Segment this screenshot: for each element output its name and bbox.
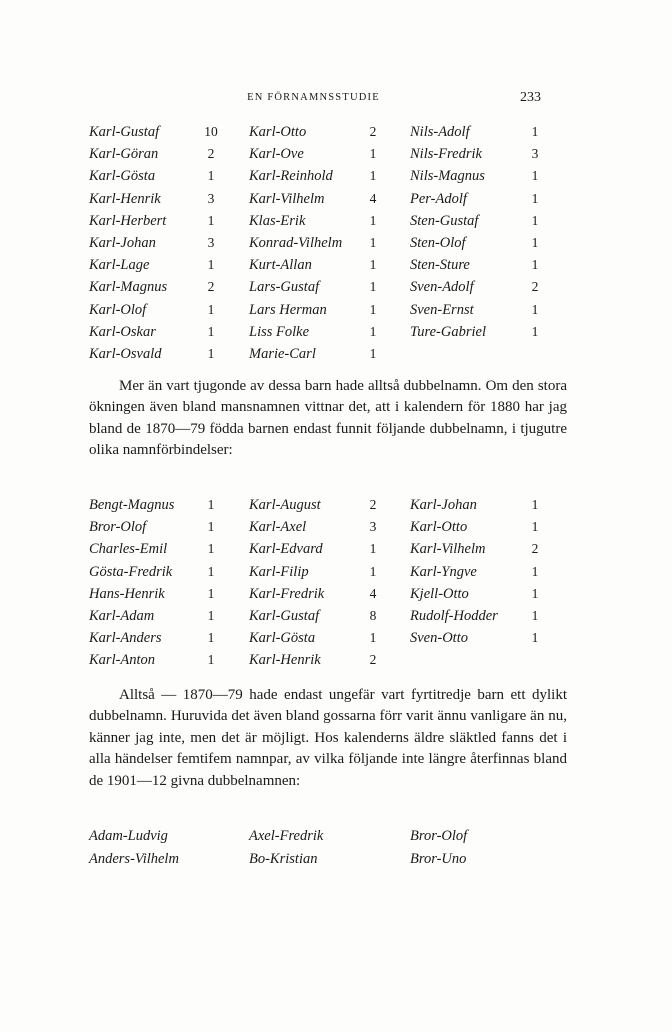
name-cell: Bror-Olof [410,828,468,844]
count-cell: 1 [369,146,377,162]
count-cell: 1 [207,323,215,339]
name-cell: Kjell-Otto [410,585,469,602]
count-cell: 1 [531,168,539,184]
table-row [89,851,559,874]
name-cell: Karl-Magnus [89,279,168,296]
count-cell: 1 [207,585,215,601]
count-cell: 1 [207,630,215,646]
name-cell: Marie-Carl [249,345,316,362]
name-cell: Karl-Axel [249,519,307,536]
count-cell: 1 [369,541,377,557]
name-cell: Karl-Vilhelm [249,190,325,207]
count-cell: 1 [531,234,539,250]
count-cell: 1 [207,497,215,512]
count-cell: 4 [369,585,377,601]
count-cell: 1 [531,630,539,646]
name-cell: Bror-Olof [89,519,147,536]
name-table-2 [89,497,559,675]
count-cell: 1 [531,124,539,139]
count-cell: 8 [369,607,377,623]
count-cell: 3 [207,190,215,206]
name-cell: Gösta-Fredrik [89,563,173,580]
name-cell: Karl-Edvard [249,541,323,558]
name-cell: Per-Adolf [410,190,467,207]
name-cell: Karl-Anders [89,630,162,647]
name-cell: Karl-August [249,497,321,513]
name-cell: Karl-Vilhelm [410,541,486,558]
name-cell: Karl-Osvald [89,345,162,362]
name-cell: Charles-Emil [89,541,168,558]
name-cell: Sven-Adolf [410,279,474,296]
name-cell: Anders-Vilhelm [89,851,179,867]
table-row [89,346,559,368]
table-row [89,586,559,608]
name-cell: Sten-Olof [410,234,466,251]
count-cell: 1 [369,345,377,361]
name-cell: Karl-Lage [89,257,150,274]
name-cell: Ture-Gabriel [410,323,486,340]
name-cell: Sven-Ernst [410,301,474,318]
count-cell: 2 [369,124,377,139]
table-row [89,497,559,519]
name-cell: Klas-Erik [249,212,306,229]
table-row [89,519,559,541]
table-row [89,213,559,235]
page-number: 233 [520,90,541,105]
name-cell: Karl-Göran [89,146,159,163]
name-table-3 [89,828,559,874]
count-cell: 1 [531,212,539,228]
count-cell: 1 [207,541,215,557]
name-cell: Lars Herman [249,301,327,318]
count-cell: 1 [369,630,377,646]
name-cell: Karl-Adam [89,607,155,624]
count-cell: 4 [369,190,377,206]
table-row [89,257,559,279]
name-table-1 [89,124,559,368]
count-cell: 1 [531,563,539,579]
name-cell: Karl-Otto [410,519,468,536]
count-cell: 1 [531,323,539,339]
count-cell: 1 [369,279,377,295]
count-cell: 1 [531,519,539,535]
name-cell: Adam-Ludvig [89,828,168,844]
name-cell: Karl-Anton [89,652,156,669]
name-cell: Karl-Gösta [249,630,316,647]
count-cell: 1 [207,607,215,623]
name-cell: Sten-Sture [410,257,470,274]
name-cell: Karl-Herbert [89,212,167,229]
table-row [89,608,559,630]
count-cell: 2 [207,279,215,295]
name-cell: Karl-Otto [249,124,307,140]
count-cell: 2 [531,279,539,295]
count-cell: 3 [207,234,215,250]
name-cell: Sten-Gustaf [410,212,479,229]
name-cell: Karl-Ove [249,146,304,163]
name-cell: Axel-Fredrik [249,828,324,844]
name-cell: Nils-Adolf [410,124,470,140]
table-row [89,652,559,674]
count-cell: 1 [369,563,377,579]
name-cell: Bo-Kristian [249,851,318,867]
table-row [89,124,559,146]
count-cell: 10 [204,124,218,139]
name-cell: Lars-Gustaf [249,279,320,296]
name-cell: Konrad-Vilhelm [249,234,343,251]
name-cell: Hans-Henrik [89,585,165,602]
count-cell: 1 [531,607,539,623]
count-cell: 1 [531,497,539,512]
table-row [89,191,559,213]
table-row [89,235,559,257]
name-cell: Karl-Johan [410,497,477,513]
table-row [89,564,559,586]
name-cell: Bror-Uno [410,851,467,867]
count-cell: 1 [207,168,215,184]
count-cell: 1 [207,652,215,668]
count-cell: 3 [369,519,377,535]
table-row [89,541,559,563]
name-cell: Liss Folke [249,323,310,340]
name-cell: Karl-Fredrik [249,585,325,602]
table-row [89,302,559,324]
paragraph-1: Mer än vart tjugonde av dessa barn hade alltså dubbelnamn. Om den stora ökningen även bland mansnamnen vittnar det, att i kalendern för 1880 har jag bland de 1870—79 födda barnen endast funnit följande dubbelnamn, i tjugutre olika namnförbindelser: [89,378,567,459]
name-cell: Sven-Otto [410,630,468,647]
table-row [89,324,559,346]
table-row [89,279,559,301]
name-cell: Karl-Henrik [89,190,161,207]
count-cell: 1 [531,257,539,273]
page-header [86,92,541,110]
table-row [89,828,559,851]
count-cell: 1 [369,212,377,228]
name-cell: Karl-Reinhold [249,168,333,185]
count-cell: 2 [531,541,539,557]
count-cell: 1 [369,234,377,250]
name-cell: Nils-Magnus [410,168,485,185]
count-cell: 1 [369,168,377,184]
count-cell: 2 [207,146,215,162]
table-row [89,146,559,168]
name-cell: Karl-Gustaf [249,607,320,624]
count-cell: 1 [531,190,539,206]
name-cell: Karl-Yngve [410,563,477,580]
count-cell: 1 [207,345,215,361]
count-cell: 2 [369,652,377,668]
count-cell: 2 [369,497,377,512]
name-cell: Bengt-Magnus [89,497,175,513]
count-cell: 1 [207,519,215,535]
paragraph-2: Alltså — 1870—79 hade endast ungefär vart fyrtitredje barn ett dylikt dubbelnamn. Huruvida det även bland gossarna förr varit ännu vanligare än nu, känner jag inte, men det är möjligt. Hos kalenderns äldre släktled fanns det i alla händelser femtifem namnpar, av vilka följande inte längre återfinnas bland de 1901—12 givna dubbelnamnen: [89,687,567,789]
count-cell: 1 [369,323,377,339]
count-cell: 1 [531,585,539,601]
count-cell: 3 [531,146,539,162]
name-cell: Nils-Fredrik [410,146,482,163]
running-title: EN FÖRNAMNSSTUDIE [247,92,380,103]
name-cell: Karl-Johan [89,234,156,251]
name-cell: Karl-Olof [89,301,147,318]
count-cell: 1 [369,257,377,273]
name-cell: Rudolf-Hodder [410,607,498,624]
name-cell: Karl-Gösta [89,168,156,185]
table-row [89,168,559,190]
count-cell: 1 [207,212,215,228]
table-row [89,630,559,652]
name-cell: Kurt-Allan [249,257,312,274]
name-cell: Karl-Henrik [249,652,321,669]
count-cell: 1 [369,301,377,317]
name-cell: Karl-Gustaf [89,124,160,140]
name-cell: Karl-Oskar [89,323,156,340]
count-cell: 1 [207,563,215,579]
count-cell: 1 [531,301,539,317]
count-cell: 1 [207,257,215,273]
count-cell: 1 [207,301,215,317]
name-cell: Karl-Filip [249,563,309,580]
